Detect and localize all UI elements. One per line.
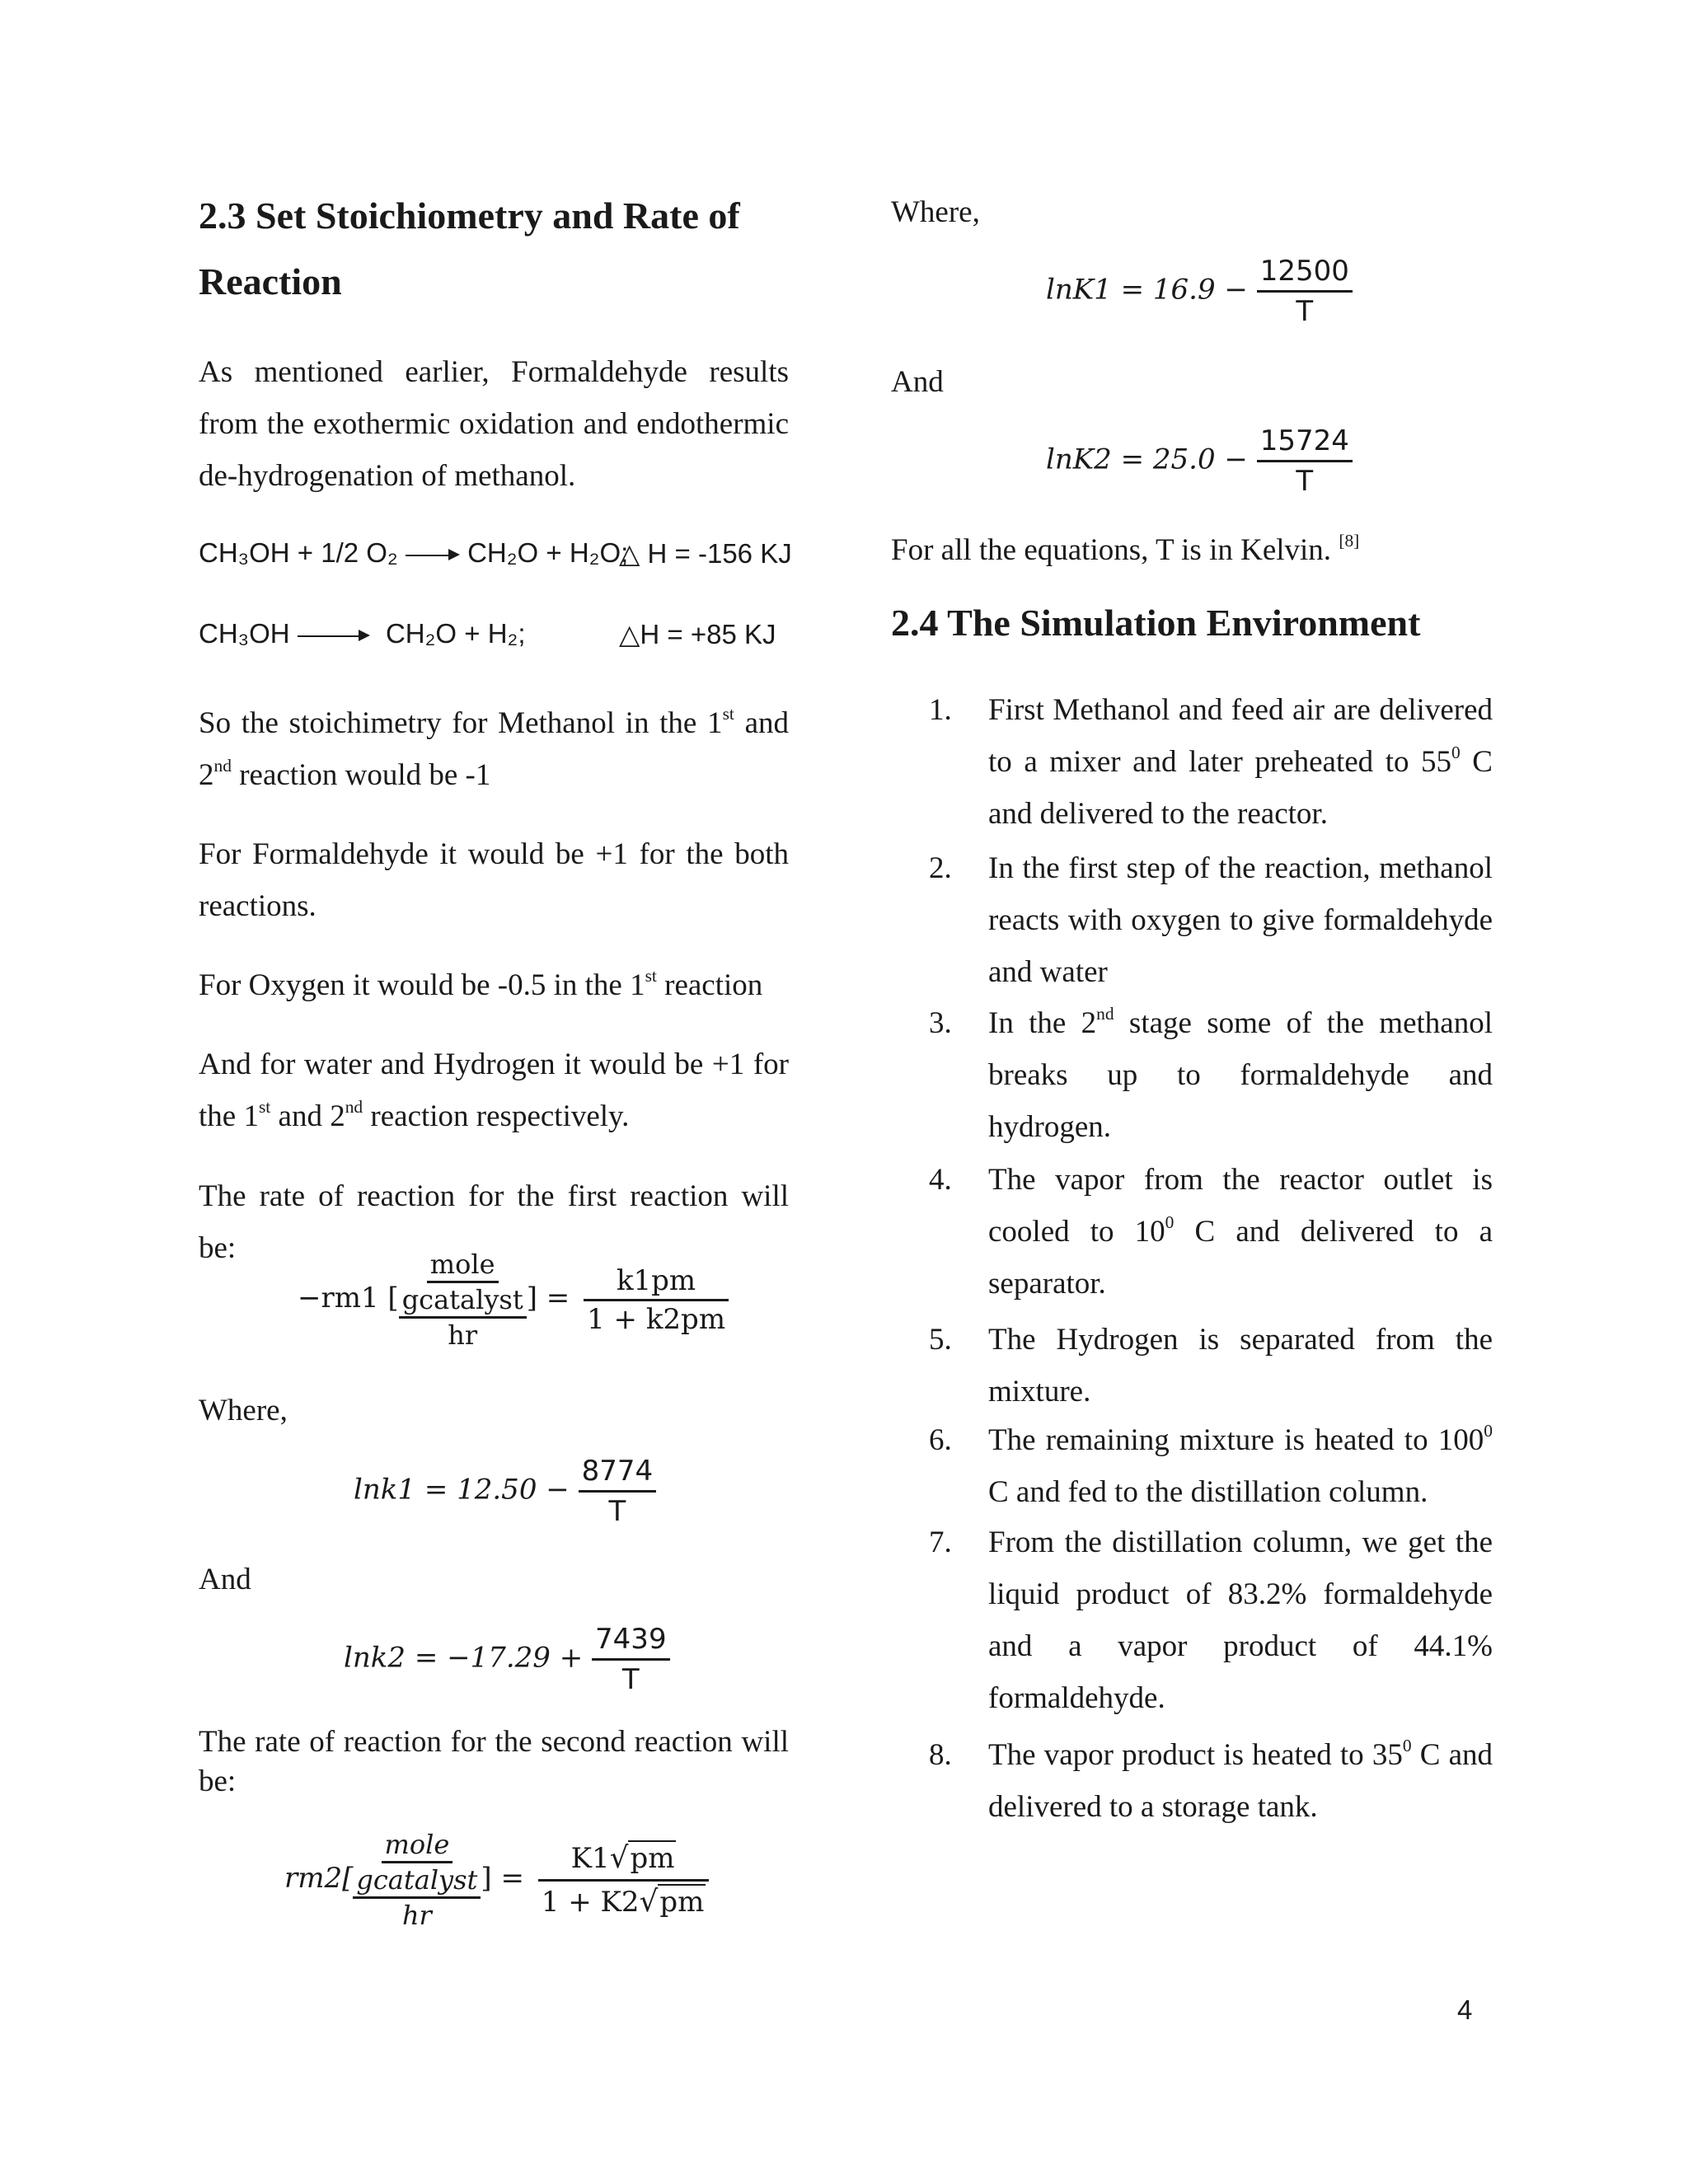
lnk1-equation: lnk1 = 12.50 − $\frac{8774}{T}$ <box>354 1452 656 1530</box>
kelvin-note: For all the equations, T is in Kelvin. [8] <box>891 530 1360 567</box>
step-text: In the first step of the reaction, methanol reacts with oxygen to give formaldehyde and water <box>988 851 1493 989</box>
reference-marker: [8] <box>1339 530 1360 551</box>
step-text: First Methanol and feed air are delivered to a mixer and later preheated to $55^0$ C and delivered to the reactor. <box>988 693 1493 831</box>
rate1-intro: The rate of reaction for the first reaction will be: <box>199 1179 789 1265</box>
step-number: 2. <box>929 851 952 885</box>
stoich-oxygen: For Oxygen it would be -0.5 in the 1st reaction <box>199 965 763 1002</box>
step-number: 8. <box>929 1738 952 1772</box>
step-number: 6. <box>929 1423 952 1457</box>
page-number: 4 <box>1457 1994 1473 2025</box>
step-number: 5. <box>929 1323 952 1357</box>
where-label-right: Where, <box>891 195 980 229</box>
reaction1-products: CH₂O + H₂O; <box>467 537 629 568</box>
reaction1-enthalpy: △ H = -156 KJ <box>619 538 792 569</box>
sqrt-symbol: √pm <box>609 1840 675 1875</box>
rate-equation-1: −rm1 [ mole gcatalyst hr ] = $\frac{k1pm}{1 + k2pm}$ <box>298 1248 729 1352</box>
step-number: 4. <box>929 1163 952 1197</box>
step-text: The remaining mixture is heated to $100^0$ C and fed to the distillation column. <box>988 1420 1493 1509</box>
step-number: 1. <box>929 693 952 727</box>
section-heading-2-4: 2.4 The Simulation Environment <box>891 602 1421 644</box>
and-label-right: And <box>891 365 944 399</box>
step-number: 3. <box>929 1006 952 1040</box>
reaction1-reactants: CH₃OH + 1/2 O₂ <box>199 537 398 568</box>
intro-paragraph: As mentioned earlier, Formaldehyde results from the exothermic oxidation and endothermic de-hydrogenation of methanol. <box>199 355 789 493</box>
section-heading-2-3: 2.3 Set Stoichiometry and Rate of Reaction <box>199 194 740 302</box>
step-text: The vapor product is heated to $35^0$ C and delivered to a storage tank. <box>988 1735 1493 1824</box>
reaction-arrow-icon <box>406 546 460 563</box>
reaction-dehydrogenation <box>199 618 825 649</box>
step-text: The Hydrogen is separated from the mixture. <box>988 1323 1493 1408</box>
step-text: From the distillation column, we get the liquid product of 83.2% formaldehyde and a vapor product of 44.1% formaldehyde. <box>988 1526 1493 1715</box>
reaction2-products: CH₂O + H₂; <box>385 618 526 649</box>
rate2-intro: The rate of reaction for the second reaction will be: <box>199 1725 789 1798</box>
stoich-water-hydrogen: And for water and Hydrogen it would be +1 for the 1st and 2nd reaction respectively. <box>199 1047 789 1133</box>
reaction-oxidation <box>199 537 825 569</box>
step-text: In the 2nd stage some of the methanol breaks up to formaldehyde and hydrogen. <box>988 1003 1493 1144</box>
lnk2-equation: lnk2 = −17.29 + $\frac{7439}{T}$ <box>344 1620 670 1699</box>
reaction2-enthalpy: △H = +85 KJ <box>619 619 776 649</box>
and-label: And <box>199 1563 251 1596</box>
reaction-arrow-icon <box>298 627 370 644</box>
sqrt-symbol: √pm <box>639 1884 705 1919</box>
step-text: The vapor from the reactor outlet is cooled to $10^0$ C and delivered to a separator. <box>988 1163 1493 1301</box>
lnK2-equation: lnK2 = 25.0 − $\frac{15724}{T}$ <box>1046 422 1353 500</box>
where-label: Where, <box>199 1394 288 1427</box>
rate-equation-2: rm2[ mole gcatalyst hr ] = $\frac{K1√pm}{1 + K2√pm}$ <box>284 1828 709 1932</box>
stoich-methanol: So the stoichimetry for Methanol in the 1st and 2nd reaction would be -1 <box>199 703 789 792</box>
reaction2-reactants: CH₃OH <box>199 618 290 649</box>
step-number: 7. <box>929 1526 952 1559</box>
lnK1-equation: lnK1 = 16.9 − $\frac{12500}{T}$ <box>1046 252 1353 330</box>
stoich-formaldehyde: For Formaldehyde it would be +1 for the both reactions. <box>199 837 789 923</box>
